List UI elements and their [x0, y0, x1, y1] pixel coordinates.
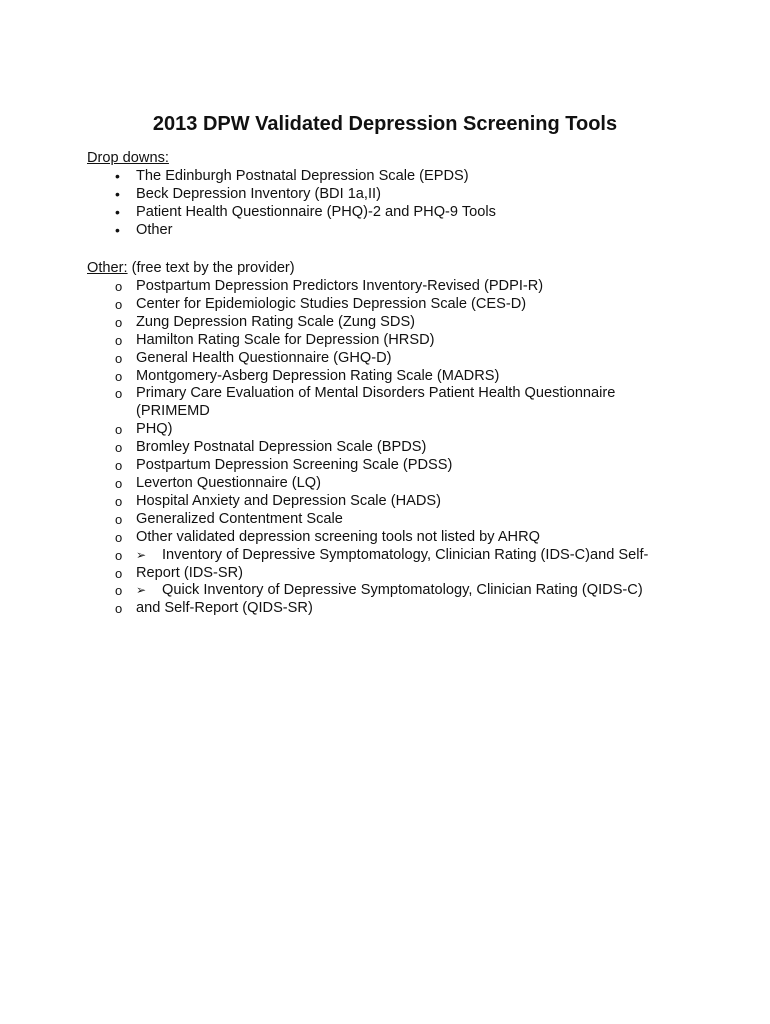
- circle-bullet-icon: o: [115, 386, 123, 402]
- circle-bullet-icon: o: [115, 529, 123, 545]
- bullet-icon: •: [115, 221, 120, 238]
- list-item-text: The Edinburgh Postnatal Depression Scale (EPDS): [136, 168, 469, 184]
- circle-bullet-icon: o: [115, 296, 123, 312]
- circle-bullet-icon: o: [115, 547, 123, 563]
- bullet-icon: •: [115, 203, 120, 220]
- circle-bullet-icon: o: [115, 475, 123, 491]
- circle-bullet-icon: o: [115, 422, 123, 438]
- list-item-text: Patient Health Questionnaire (PHQ)-2 and PHQ-9 Tools: [136, 203, 496, 220]
- circle-bullet-icon: o: [115, 458, 123, 474]
- dropdowns-heading: [87, 150, 687, 168]
- list-item: [87, 186, 687, 204]
- list-item: [87, 421, 687, 439]
- list-item-text: Quick Inventory of Depressive Symptomatology, Clinician Rating (QIDS-C): [162, 582, 643, 599]
- list-item: [87, 296, 687, 314]
- circle-bullet-icon: o: [115, 511, 123, 527]
- list-item: [87, 511, 687, 529]
- list-item: [87, 529, 687, 547]
- circle-bullet-icon: o: [115, 440, 123, 456]
- list-item: [87, 168, 687, 186]
- list-item-text: PHQ): [136, 421, 173, 438]
- list-item-text: Inventory of Depressive Symptomatology, Clinician Rating (IDS-C)and Self-: [162, 546, 649, 563]
- list-item-text: Zung Depression Rating Scale (Zung SDS): [136, 313, 416, 330]
- list-item-text: Primary Care Evaluation of Mental Disorders Patient Health Questionnaire (PRIMEMD: [136, 385, 616, 420]
- list-item: [87, 222, 687, 240]
- list-item-text: General Health Questionnaire (GHQ-D): [136, 349, 392, 366]
- list-item: [87, 332, 687, 350]
- list-item: [87, 582, 687, 600]
- list-item-text: Center for Epidemiologic Studies Depression Scale (CES-D): [136, 295, 527, 312]
- circle-bullet-icon: o: [115, 583, 123, 599]
- bullet-icon: •: [115, 185, 120, 202]
- other-heading-note: (free text by the provider): [127, 260, 295, 276]
- circle-bullet-icon: o: [115, 565, 123, 581]
- circle-bullet-icon: o: [115, 332, 123, 348]
- other-heading: [87, 260, 687, 278]
- list-item-text: Other: [136, 221, 173, 238]
- other-list: [87, 278, 687, 618]
- dropdowns-section: [87, 150, 687, 240]
- list-item-text: Leverton Questionnaire (LQ): [136, 474, 321, 491]
- list-item-text: Postpartum Depression Screening Scale (PDSS): [136, 457, 453, 474]
- list-item-text: Montgomery-Asberg Depression Rating Scale (MADRS): [136, 367, 500, 384]
- list-item: [87, 350, 687, 368]
- list-item-text: Generalized Contentment Scale: [136, 510, 343, 527]
- bullet-icon: •: [115, 168, 120, 184]
- dropdowns-heading-text: Drop downs:: [87, 150, 169, 166]
- circle-bullet-icon: o: [115, 368, 123, 384]
- list-item: [87, 314, 687, 332]
- page-title: 2013 DPW Validated Depression Screening Tools: [152, 113, 618, 135]
- circle-bullet-icon: o: [115, 350, 123, 366]
- list-item: [87, 493, 687, 511]
- list-item-text: Beck Depression Inventory (BDI 1a,II): [136, 185, 381, 202]
- list-item-text: Postpartum Depression Predictors Inventory-Revised (PDPI-R): [136, 278, 544, 294]
- list-item: [87, 439, 687, 457]
- other-heading-label: Other:: [87, 260, 128, 276]
- list-item: [87, 475, 687, 493]
- list-item: [87, 204, 687, 222]
- list-item-text: Bromley Postnatal Depression Scale (BPDS): [136, 439, 427, 456]
- list-item: [87, 547, 687, 565]
- circle-bullet-icon: o: [115, 493, 123, 509]
- list-item: [87, 368, 687, 386]
- arrow-bullet-icon: ➢: [136, 583, 147, 598]
- list-item-text: Hospital Anxiety and Depression Scale (HADS): [136, 492, 441, 509]
- list-item-text: Other validated depression screening tools not listed by AHRQ: [136, 528, 540, 545]
- list-item: [87, 385, 687, 421]
- other-section: [87, 260, 687, 618]
- circle-bullet-icon: o: [115, 314, 123, 330]
- list-item: [87, 565, 687, 583]
- list-item: [87, 278, 687, 296]
- list-item-text: Hamilton Rating Scale for Depression (HRSD): [136, 331, 435, 348]
- list-item: [87, 600, 687, 618]
- list-item-text: and Self-Report (QIDS-SR): [136, 600, 313, 617]
- arrow-bullet-icon: ➢: [136, 547, 147, 562]
- circle-bullet-icon: o: [115, 601, 123, 617]
- circle-bullet-icon: o: [115, 279, 123, 294]
- list-item-text: Report (IDS-SR): [136, 564, 244, 581]
- dropdowns-list: [87, 168, 687, 240]
- list-item: [87, 457, 687, 475]
